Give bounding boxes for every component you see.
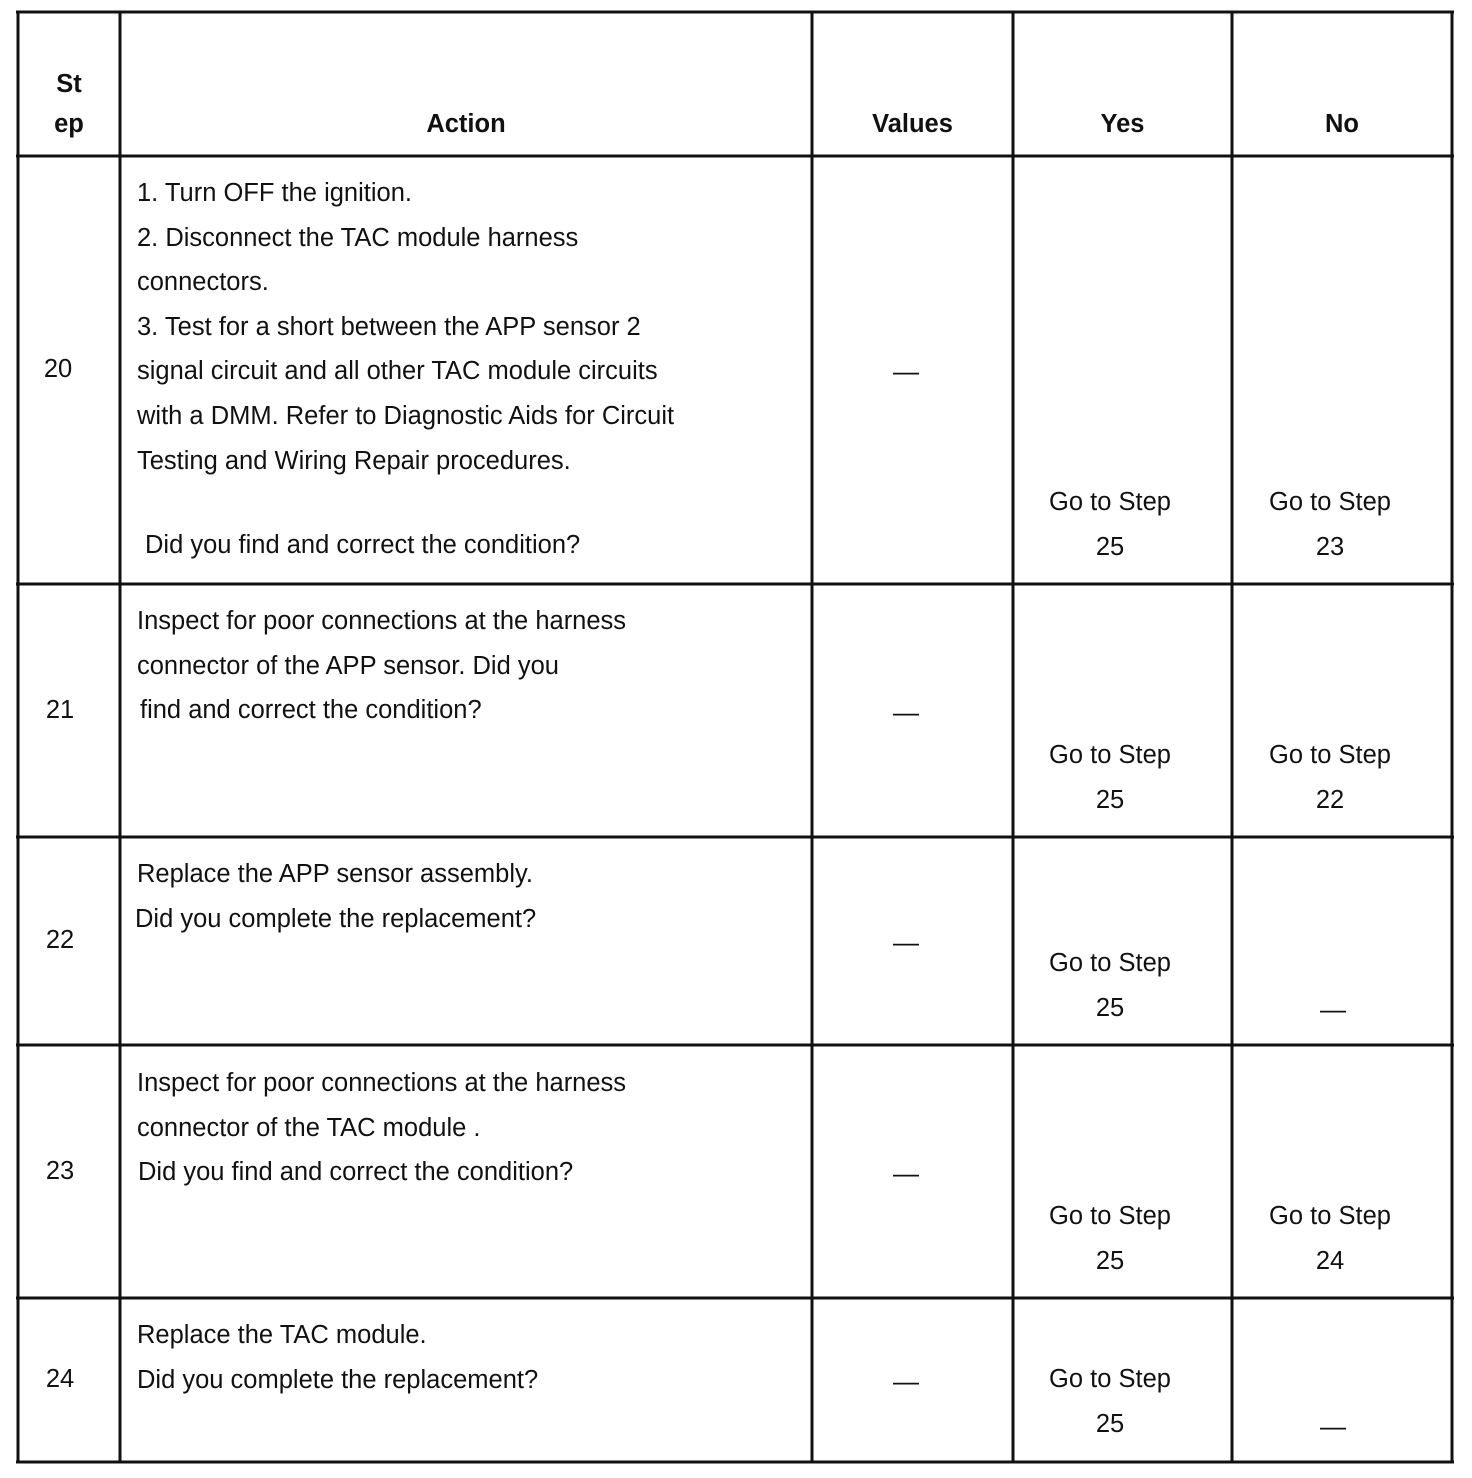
no-step: 24 <box>1315 1246 1345 1275</box>
action-line: find and correct the condition? <box>140 696 482 725</box>
action-line: Replace the APP sensor assembly. <box>137 860 533 888</box>
action-line: Did you complete the replacement? <box>137 1365 539 1394</box>
yes-label: Go to Step <box>1049 488 1171 516</box>
action-line: signal circuit and all other TAC module circuits <box>137 357 658 386</box>
yes-label: Go to Step <box>1049 1202 1171 1230</box>
action-text <box>137 1313 538 1402</box>
step-number: 20 <box>43 355 73 383</box>
yes-step: 25 <box>1095 532 1125 561</box>
action-text <box>137 1061 626 1195</box>
step-number: 21 <box>45 696 75 724</box>
action-line: 2. Disconnect the TAC module harness <box>137 223 579 252</box>
no-label: Go to Step <box>1269 741 1391 769</box>
values-cell: — <box>893 356 919 386</box>
action-line: connector of the TAC module . <box>137 1113 481 1142</box>
header-values: Values <box>872 110 953 138</box>
yes-cell <box>1000 1194 1220 1283</box>
no-cell: — <box>1320 994 1346 1024</box>
yes-label: Go to Step <box>1049 1365 1171 1393</box>
step-number: 22 <box>45 926 75 954</box>
yes-step: 25 <box>1095 993 1125 1022</box>
yes-step: 25 <box>1095 1409 1125 1438</box>
step-number: 23 <box>45 1157 75 1185</box>
yes-cell <box>1000 941 1220 1030</box>
header-step-line1: St <box>56 70 82 98</box>
action-line: connector of the APP sensor. Did you <box>137 651 559 680</box>
header-step-line2: ep <box>54 110 84 138</box>
no-step: 23 <box>1315 532 1345 561</box>
yes-step: 25 <box>1095 785 1125 814</box>
yes-cell <box>1000 733 1220 822</box>
no-cell <box>1220 733 1440 822</box>
action-line: Replace the TAC module. <box>137 1321 427 1349</box>
action-line: Inspect for poor connections at the harness <box>137 607 627 635</box>
yes-label: Go to Step <box>1049 741 1171 769</box>
action-line: Did you find and correct the condition? <box>138 1158 574 1187</box>
action-text <box>137 852 536 941</box>
action-line: Did you complete the replacement? <box>135 904 537 933</box>
step-number: 24 <box>45 1365 75 1393</box>
action-line: 3. Test for a short between the APP sensor 2 <box>137 312 641 341</box>
values-cell: — <box>893 927 919 957</box>
header-yes: Yes <box>1100 110 1145 138</box>
action-line: Testing and Wiring Repair procedures. <box>137 446 571 475</box>
yes-label: Go to Step <box>1049 949 1171 977</box>
yes-cell <box>1000 1357 1220 1446</box>
action-line: connectors. <box>137 268 269 297</box>
no-step: 22 <box>1315 785 1345 814</box>
no-label: Go to Step <box>1269 1202 1391 1230</box>
values-cell: — <box>893 1158 919 1188</box>
no-cell: — <box>1320 1411 1346 1441</box>
header-action: Action <box>426 110 506 138</box>
yes-step: 25 <box>1095 1246 1125 1275</box>
action-text <box>137 171 674 568</box>
no-cell <box>1220 480 1440 569</box>
values-cell: — <box>893 697 919 727</box>
action-line: Did you find and correct the condition? <box>145 531 581 560</box>
action-line: Inspect for poor connections at the harness <box>137 1069 627 1097</box>
values-cell: — <box>893 1366 919 1396</box>
action-line: with a DMM. Refer to Diagnostic Aids for Circuit <box>137 401 675 430</box>
yes-cell <box>1000 480 1220 569</box>
no-cell <box>1220 1194 1440 1283</box>
action-line: 1. Turn OFF the ignition. <box>137 179 412 207</box>
header-step <box>20 64 118 144</box>
header-no: No <box>1325 110 1359 138</box>
action-text <box>137 599 626 733</box>
no-label: Go to Step <box>1269 488 1391 516</box>
